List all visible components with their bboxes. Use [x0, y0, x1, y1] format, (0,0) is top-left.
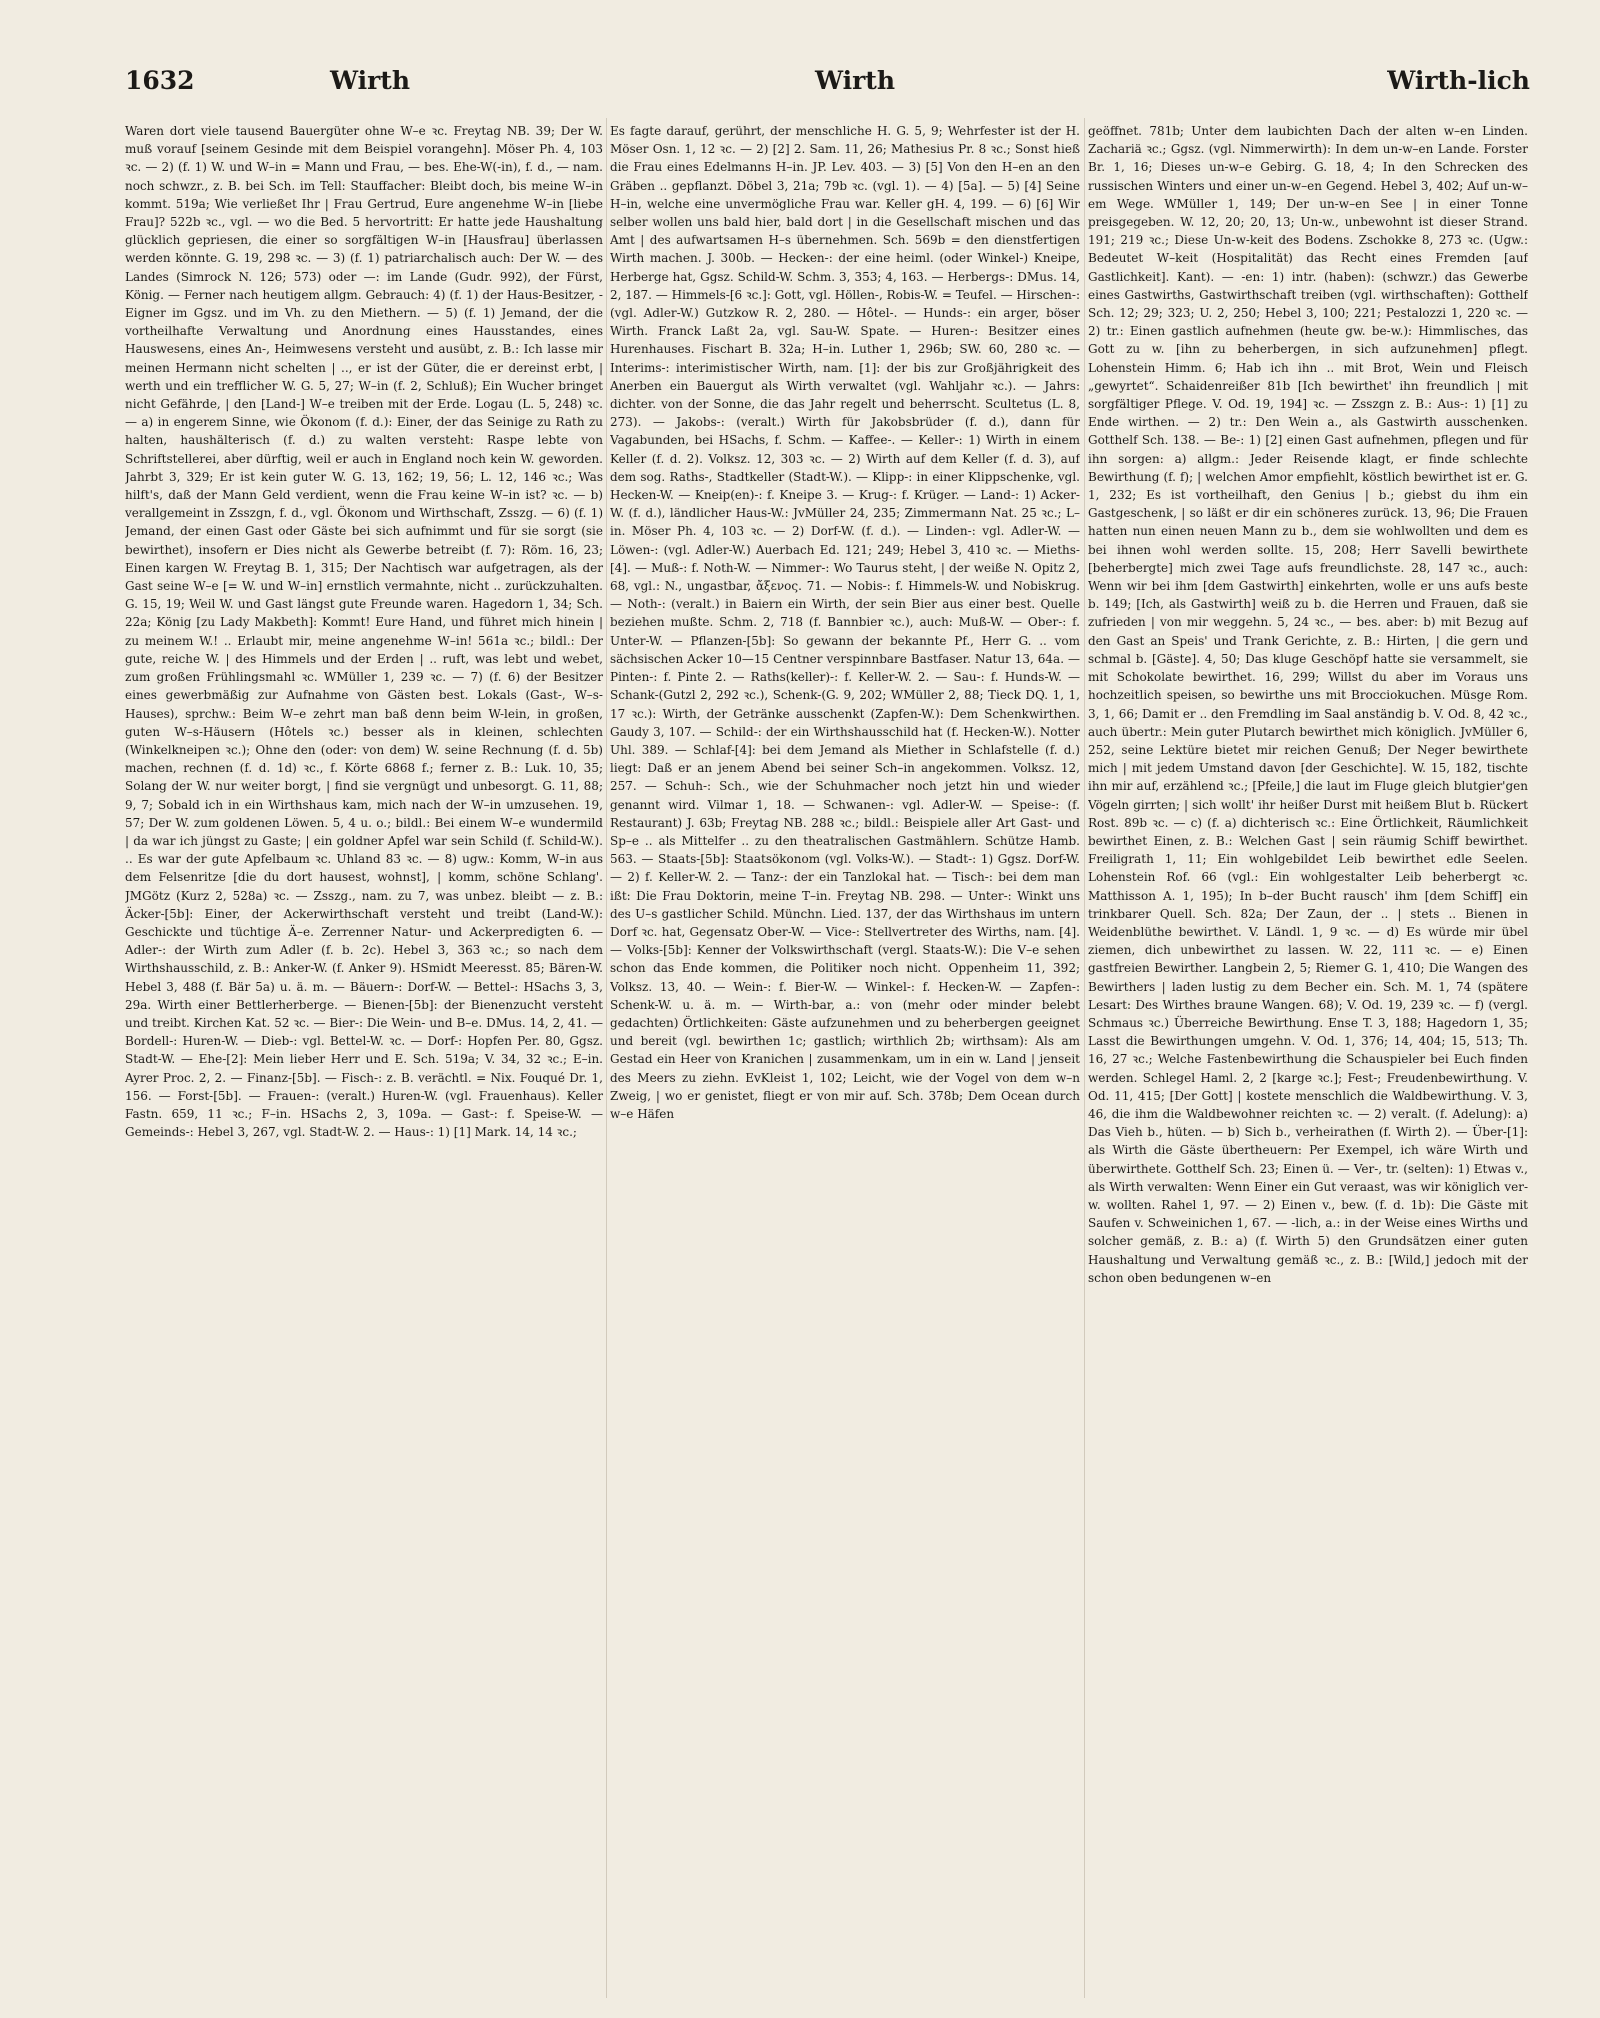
- page-number: 1632: [125, 66, 195, 95]
- header-right-word: Wirth-lich: [1387, 66, 1530, 95]
- text-column-2: [610, 122, 1080, 2002]
- text-column-3: [1088, 122, 1528, 2002]
- column-divider: [606, 118, 607, 1998]
- column-2-text: Es fagte darauf, gerührt, der menschliche H. G. 5, 9; Wehrfester ist der H. Möser Osn. 1, 12 ꝛc. — 2) [2] 2. Sam. 11, 26; Mathesius Pr. 8 ꝛc.; Sonst hieß die Frau eines Edelmanns H–in. JP. Lev. 403. — 3) [5] Von den H–en an den Gräben .. gepflanzt. Döbel 3, 21a; 79b ꝛc. (vgl. 1). — 4) [5a]. — 5) [4] Seine H–in, welche eine unvermögliche Frau war. Keller gH. 4, 199. — 6) [6] Wir selber wollen uns bald hier, bald dort | in die Gesellschaft mischen und das Amt | des aufwartsamen H–s übernehmen. Sch. 569b = den dienstfertigen Wirth machen. J. 300b. — Hecken-: der eine heiml. (oder Winkel-) Kneipe, Herberge hat, Ggsz. Schild-W. Schm. 3, 353; 4, 163. — Herbergs-: DMus. 14, 2, 187. — Himmels-[6 ꝛc.]: Gott, vgl. Höllen-, Robis-W. = Teufel. — Hirschen-: (vgl. Adler-W.) Gutzkow R. 2, 280. — Hôtel-. — Hunds-: ein arger, böser Wirth. Franck Laßt 2a, vgl. Sau-W. Spate. — Huren-: Besitzer eines Hurenhauses. Fischart B. 32a; H–in. Luther 1, 296b; SW. 60, 280 ꝛc. — Interims-: interimistischer Wirth, nam. [1]: der bis zur Großjährigkeit des Anerben ein Bauergut als Wirth verwaltet (vgl. Wahljahr ꝛc.). — Jahrs: dichter. von der Sonne, die das Jahr regelt und beherrscht. Scultetus (L. 8, 273). — Jakobs-: (veralt.) Wirth für Jakobsbrüder (f. d.), dann für Vagabunden, bei HSachs, f. Schm. — Kaffee-. — Keller-: 1) Wirth in einem Keller (f. d. 2). Volksz. 12, 303 ꝛc. — 2) Wirth auf dem Keller (f. d. 3), auf dem sog. Raths-, Stadtkeller (Stadt-W.). — Klipp-: in einer Klippschenke, vgl. Hecken-W. — Kneip(en)-: f. Kneipe 3. — Krug-: f. Krüger. — Land-: 1) Acker-W. (f. d.), ländlicher Haus-W.: JvMüller 24, 235; Zimmermann Nat. 25 ꝛc.; L–in. Möser Ph. 4, 103 ꝛc. — 2) Dorf-W. (f. d.). — Linden-: vgl. Adler-W. — Löwen-: (vgl. Adler-W.) Auerbach Ed. 121; 249; Hebel 3, 410 ꝛc. — Mieths-[4]. — Muß-: f. Noth-W. — Nimmer-: Wo Taurus steht, | der weiße N. Opitz 2, 68, vgl.: N., ungastbar, ἄξενος. 71. — Nobis-: f. Himmels-W. und Nobiskrug. — Noth-: (veralt.) in Baiern ein Wirth, der sein Bier aus einer best. Quelle beziehen mußte. Schm. 2, 718 (f. Bannbier ꝛc.), auch: Muß-W. — Ober-: f. Unter-W. — Pflanzen-[5b]: So gewann der bekannte Pf., Herr G. .. vom sächsischen Acker 10—15 Centner verspinnbare Bastfaser. Natur 13, 64a. — Pinten-: f. Pinte 2. — Raths(keller)-: f. Keller-W. 2. — Sau-: f. Hunds-W. — Schank-(Gutzl 2, 292 ꝛc.), Schenk-(G. 9, 202; WMüller 2, 88; Tieck DQ. 1, 1, 17 ꝛc.): Wirth, der Getränke ausschenkt (Zapfen-W.): Dem Schenkwirthen. Gaudy 3, 107. — Schild-: der ein Wirthshausschild hat (f. Hecken-W.). Notter Uhl. 389. — Schlaf-[4]: bei dem Jemand als Miether in Schlafstelle (f. d.) liegt: Daß er an jenem Abend bei seiner Sch–in angekommen. Volksz. 12, 257. — Schuh-: Sch., wie der Schuhmacher noch jetzt hin und wieder genannt wird. Vilmar 1, 18. — Schwanen-: vgl. Adler-W. — Speise-: (f. Restaurant) J. 63b; Freytag NB. 288 ꝛc.; bildl.: Beispiele aller Art Gast- und Sp–e .. als Mittelfer .. zu den theatralischen Gastmählern. Schütze Hamb. 563. — Staats-[5b]: Staatsökonom (vgl. Volks-W.). — Stadt-: 1) Ggsz. Dorf-W. — 2) f. Keller-W. 2. — Tanz-: der ein Tanzlokal hat. — Tisch-: bei dem man ißt: Die Frau Doktorin, meine T–in. Freytag NB. 298. — Unter-: Winkt uns des U–s gastlicher Schild. Münchn. Lied. 137, der das Wirthshaus im untern Dorf ꝛc. hat, Gegensatz Ober-W. — Vice-: Stellvertreter des Wirths, nam. [4]. — Volks-[5b]: Kenner der Volkswirthschaft (vergl. Staats-W.): Die V–e sehen schon das Ende kommen, die Politiker noch nicht. Oppenheim 11, 392; Volksz. 13, 40. — Wein-: f. Bier-W. — Winkel-: f. Hecken-W. — Zapfen-: Schenk-W. u. ä. m. — Wirth-bar, a.: von (mehr oder minder belebt gedachten) Örtlichkeiten: Gäste aufzunehmen und zu beherbergen geeignet und bereit (vgl. bewirthen 1c; gastlich; wirthlich 2b; wirthsam): Als am Gestad ein Heer von Kranichen | zusammenkam, um in ein w. Land | jenseit des Meers zu ziehn. EvKleist 1, 102; Leicht, wie der Vogel von dem w–n Zweig, | wo er genistet, fliegt er von mir auf. Sch. 378b; Dem Ocean durch w–e Häfen: [610, 124, 1080, 1121]
- column-divider: [1084, 118, 1085, 1998]
- header-left-word: Wirth: [330, 66, 411, 95]
- column-1-text: Waren dort viele tausend Bauergüter ohne W–e ꝛc. Freytag NB. 39; Der W. muß vorauf [seinem Gesinde mit dem Beispiel vorangehn]. Möser Ph. 4, 103 ꝛc. — 2) (f. 1) W. und W–in = Mann und Frau, — bes. Ehe-W(-in), f. d., — nam. noch schwzr., z. B. bei Sch. im Tell: Stauffacher: Bleibt doch, bis meine W–in kommt. 519a; Wie verließet Ihr | Frau Gertrud, Eure angenehme W–in [liebe Frau]? 522b ꝛc., vgl. — wo die Bed. 5 hervortritt: Er hatte jede Haushaltung glücklich gepriesen, die einer so sorgfältigen W–in [Hausfrau] überlassen werden könnte. G. 19, 298 ꝛc. — 3) (f. 1) patriarchalisch auch: Der W. — des Landes (Simrock N. 126; 573) oder —: im Lande (Gudr. 992), der Fürst, König. — Ferner nach heutigem allgm. Gebrauch: 4) (f. 1) der Haus-Besitzer, -Eigner im Ggsz. und im Vh. zu den Miethern. — 5) (f. 1) Jemand, der die vortheilhafte Verwaltung und Anordnung eines Hausstandes, eines Hauswesens, eines An-, Heimwesens versteht und ausübt, z. B.: Ich lasse mir meinen Hermann nicht schelten | .., er ist der Güter, die er dereinst erbt, | werth und ein trefflicher W. G. 5, 27; W–in (f. 2, Schluß); Ein Wucher bringet nicht Gefährde, | den [Land-] W–e treiben mit der Erde. Logau (L. 5, 248) ꝛc. — a) in engerem Sinne, wie Ökonom (f. d.): Einer, der das Seinige zu Rath zu halten, haushälterisch (f. d.) zu walten versteht: Raspe lebte von Schriftstellerei, aber dürftig, weil er auch in England noch kein W. geworden. Jahrbt 3, 329; Er ist kein guter W. G. 13, 162; 19, 56; L. 12, 146 ꝛc.; Was hilft's, daß der Mann Geld verdient, wenn die Frau keine W–in ist? ꝛc. — b) verallgemeint in Zsszgn, f. d., vgl. Ökonom und Wirthschaft, Zsszg. — 6) (f. 1) Jemand, der einen Gast oder Gäste bei sich aufnimmt und für sie sorgt (sie bewirthet), insofern er Dies nicht als Gewerbe betreibt (f. 7): Röm. 16, 23; Einen kargen W. Freytag B. 1, 315; Der Nachtisch war aufgetragen, als der Gast seine W–e [= W. und W–in] ernstlich vermahnte, nicht .. zurückzuhalten. G. 15, 19; Weil W. und Gast längst gute Freunde waren. Hagedorn 1, 34; Sch. 22a; König [zu Lady Makbeth]: Kommt! Eure Hand, und führet mich hinein | zu meinem W.! .. Erlaubt mir, meine angenehme W–in! 561a ꝛc.; bildl.: Der gute, reiche W. | des Himmels und der Erden | .. ruft, was lebt und webet, zum großen Frühlingsmahl ꝛc. WMüller 1, 239 ꝛc. — 7) (f. 6) der Besitzer eines gewerbmäßig zur Aufnahme von Gästen best. Lokals (Gast-, W–s-Hauses), sprchw.: Beim W–e zehrt man baß denn beim W-lein, in großen, guten W–s-Häusern (Hôtels ꝛc.) besser als in kleinen, schlechten (Winkelkneipen ꝛc.); Ohne den (oder: von dem) W. seine Rechnung (f. d. 5b) machen, rechnen (f. d. 1d) ꝛc., f. Körte 6868 f.; ferner z. B.: Luk. 10, 35; Solang der W. nur weiter borgt, | find sie vergnügt und unbesorgt. G. 11, 88; 9, 7; Sobald ich in ein Wirthshaus kam, mich nach der W–in umzusehen. 19, 57; Der W. zum goldenen Löwen. 5, 4 u. o.; bildl.: Bei einem W–e wundermild | da war ich jüngst zu Gaste; | ein goldner Apfel war sein Schild (f. Schild-W.). .. Es war der gute Apfelbaum ꝛc. Uhland 83 ꝛc. — 8) ugw.: Komm, W–in aus dem Felsenritze [die du dort hausest, wohnst], | komm, schöne Schlang'. JMGötz (Kurz 2, 528a) ꝛc. — Zsszg., nam. zu 7, was unbez. bleibt — z. B.: Äcker-[5b]: Einer, der Ackerwirthschaft versteht und treibt (Land-W.): Geschickte und tüchtige Ä–e. Zerrenner Natur- und Ackerpredigten 6. — Adler-: der Wirth zum Adler (f. b. 2c). Hebel 3, 363 ꝛc.; so nach dem Wirthshausschild, z. B.: Anker-W. (f. Anker 9). HSmidt Meeresst. 85; Bären-W. Hebel 3, 488 (f. Bär 5a) u. ä. m. — Bäuern-: Dorf-W. — Bettel-: HSachs 3, 3, 29a. Wirth einer Bettlerherberge. — Bienen-[5b]: der Bienenzucht versteht und treibt. Kirchen Kat. 52 ꝛc. — Bier-: Die Wein- und B–e. DMus. 14, 2, 41. — Bordell-: Huren-W. — Dieb-: vgl. Bettel-W. ꝛc. — Dorf-: Hopfen Per. 80, Ggsz. Stadt-W. — Ehe-[2]: Mein lieber Herr und E. Sch. 519a; V. 34, 32 ꝛc.; E–in. Ayrer Proc. 2, 2. — Finanz-[5b]. — Fisch-: z. B. verächtl. = Nix. Fouqué Dr. 1, 156. — Forst-[5b]. — Frauen-: (veralt.) Huren-W. (vgl. Frauenhaus). Keller Fastn. 659, 11 ꝛc.; F–in. HSachs 2, 3, 109a. — Gast-: f. Speise-W. — Gemeinds-: Hebel 3, 267, vgl. Stadt-W. 2. — Haus-: 1) [1] Mark. 14, 14 ꝛc.;: [125, 124, 603, 1140]
- header-center-word: Wirth: [815, 66, 896, 95]
- column-3-text: geöffnet. 781b; Unter dem laubichten Dach der alten w–en Linden. Zachariä ꝛc.; Ggsz. (vgl. Nimmerwirth): In dem un-w–en Lande. Forster Br. 1, 16; Dieses un-w–e Gebirg. G. 18, 4; In den Schrecken des russischen Winters und einer un-w–en Gegend. Hebel 3, 402; Auf un-w–em Wege. WMüller 1, 149; Der un-w–en See | in einer Tonne preisgegeben. W. 12, 20; 20, 13; Un-w., unbewohnt ist dieser Strand. 191; 219 ꝛc.; Diese Un-w-keit des Bodens. Zschokke 8, 273 ꝛc. (Ugw.: Bedeutet W–keit (Hospitalität) das Recht eines Fremden [auf Gastlichkeit]. Kant). — -en: 1) intr. (haben): (schwzr.) das Gewerbe eines Gastwirths, Gastwirthschaft treiben (vgl. wirthschaften): Gotthelf Sch. 12; 29; 323; U. 2, 250; Hebel 3, 100; 221; Pestalozzi 1, 220 ꝛc. — 2) tr.: Einen gastlich aufnehmen (heute gw. be-w.): Himmlisches, das Gott zu w. [ihn zu beherbergen, in sich aufzunehmen] pflegt. Lohenstein Himm. 6; Hab ich ihn .. mit Brot, Wein und Fleisch „gewyrtet“. Schaidenreißer 81b [Ich bewirthet' ihn freundlich | mit sorgfältiger Pflege. V. Od. 19, 194] ꝛc. — Zsszgn z. B.: Aus-: 1) [1] zu Ende wirthen. — 2) tr.: Den Wein a., als Gastwirth ausschenken. Gotthelf Sch. 138. — Be-: 1) [2] einen Gast aufnehmen, pflegen und für ihn sorgen: a) allgm.: Jeder Reisende klagt, er finde schlechte Bewirthung (f. f); | welchen Amor empfiehlt, köstlich bewirthet ist er. G. 1, 232; Es ist vortheilhaft, den Genius | b.; giebst du ihm ein Gastgeschenk, | so läßt er dir ein schöneres zurück. 13, 96; Die Frauen hatten nun einen neuen Mann zu b., dem sie wohlwollten und dem es bei ihnen wohl werden sollte. 15, 208; Herr Savelli bewirthete [beherbergte] mich zwei Tage aufs freundlichste. 28, 147 ꝛc., auch: Wenn wir bei ihm [dem Gastwirth] einkehrten, wolle er uns aufs beste b. 149; [Ich, als Gastwirth] weiß zu b. die Herren und Frauen, daß sie zufrieden | von mir weggehn. 5, 24 ꝛc., — bes. aber: b) mit Bezug auf den Gast an Speis' und Trank Gerichte, z. B.: Hirten, | die gern und schmal b. [Gäste]. 4, 50; Das kluge Geschöpf hatte sie versammelt, sie mit Schokolate bewirthet. 16, 299; Willst du aber im Voraus uns hochzeitlich speisen, so bewirthe uns mit Brocciokuchen. Müsge Rom. 3, 1, 66; Damit er .. den Fremdling im Saal anständig b. V. Od. 8, 42 ꝛc., auch übertr.: Mein guter Plutarch bewirthet mich königlich. JvMüller 6, 252, seine Lektüre bietet mir reichen Genuß; Der Neger bewirthete mich | mit jedem Umstand davon [der Geschichte]. W. 15, 182, tischte ihn mir auf, erzählend ꝛc.; [Pfeile,] die laut im Fluge gleich blutgier'gen Vögeln girrten; | sich wollt' ihr heißer Durst mit heißem Blut b. Rückert Rost. 89b ꝛc. — c) (f. a) dichterisch ꝛc.: Eine Örtlichkeit, Räumlichkeit bewirthet Einen, z. B.: Welchen Gast | sein räumig Schiff bewirthet. Freiligrath 1, 11; Ein wohlgebildet Leib bewirthet edle Seelen. Lohenstein Rof. 66 (vgl.: Ein wohlgestalter Leib beherbergt ꝛc. Matthisson A. 1, 195); In b–der Bucht rausch' ihm [dem Schiff] ein trinkbarer Quell. Sch. 82a; Der Zaun, der .. | stets .. Bienen in Weidenblüthe bewirthet. V. Ländl. 1, 9 ꝛc. — d) Es würde mir übel ziemen, dich unbewirthet zu lassen. W. 22, 111 ꝛc. — e) Einen gastfreien Bewirther. Langbein 2, 5; Riemer G. 1, 410; Die Wangen des Bewirthers | laden lustig zu dem Becher ein. Sch. M. 1, 74 (spätere Lesart: Des Wirthes braune Wangen. 68); V. Od. 19, 239 ꝛc. — f) (vergl. Schmaus ꝛc.) Überreiche Bewirthung. Ense T. 3, 188; Hagedorn 1, 35; Lasst die Bewirthungen umgehn. V. Od. 1, 376; 14, 404; 15, 513; Th. 16, 27 ꝛc.; Welche Fastenbewirthung die Schauspieler bei Euch finden werden. Schlegel Haml. 2, 2 [karge ꝛc.]; Fest-; Freudenbewirthung. V. Od. 11, 415; [Der Gott] | kostete menschlich die Waldbewirthung. V. 3, 46, die ihm die Waldbewohner reichten ꝛc. — 2) veralt. (f. Adelung): a) Das Vieh b., hüten. — b) Sich b., verheirathen (f. Wirth 2). — Über-[1]: als Wirth die Gäste übertheuern: Per Exempel, ich wäre Wirth und überwirthete. Gotthelf Sch. 23; Einen ü. — Ver-, tr. (selten): 1) Etwas v., als Wirth verwalten: Wenn Einer ein Gut veraast, was wir königlich ver-w. wollten. Rahel 1, 97. — 2) Einen v., bew. (f. d. 1b): Die Gäste mit Saufen v. Schweinichen 1, 67. — -lich, a.: in der Weise eines Wirths und solcher gemäß, z. B.: a) (f. Wirth 5) den Grundsätzen einer guten Haushaltung und Verwaltung gemäß ꝛc., z. B.: [Wild,] jedoch mit der schon oben bedungenen w–en: [1088, 124, 1528, 1285]
- text-column-1: [125, 122, 603, 2002]
- running-header: [125, 58, 1530, 98]
